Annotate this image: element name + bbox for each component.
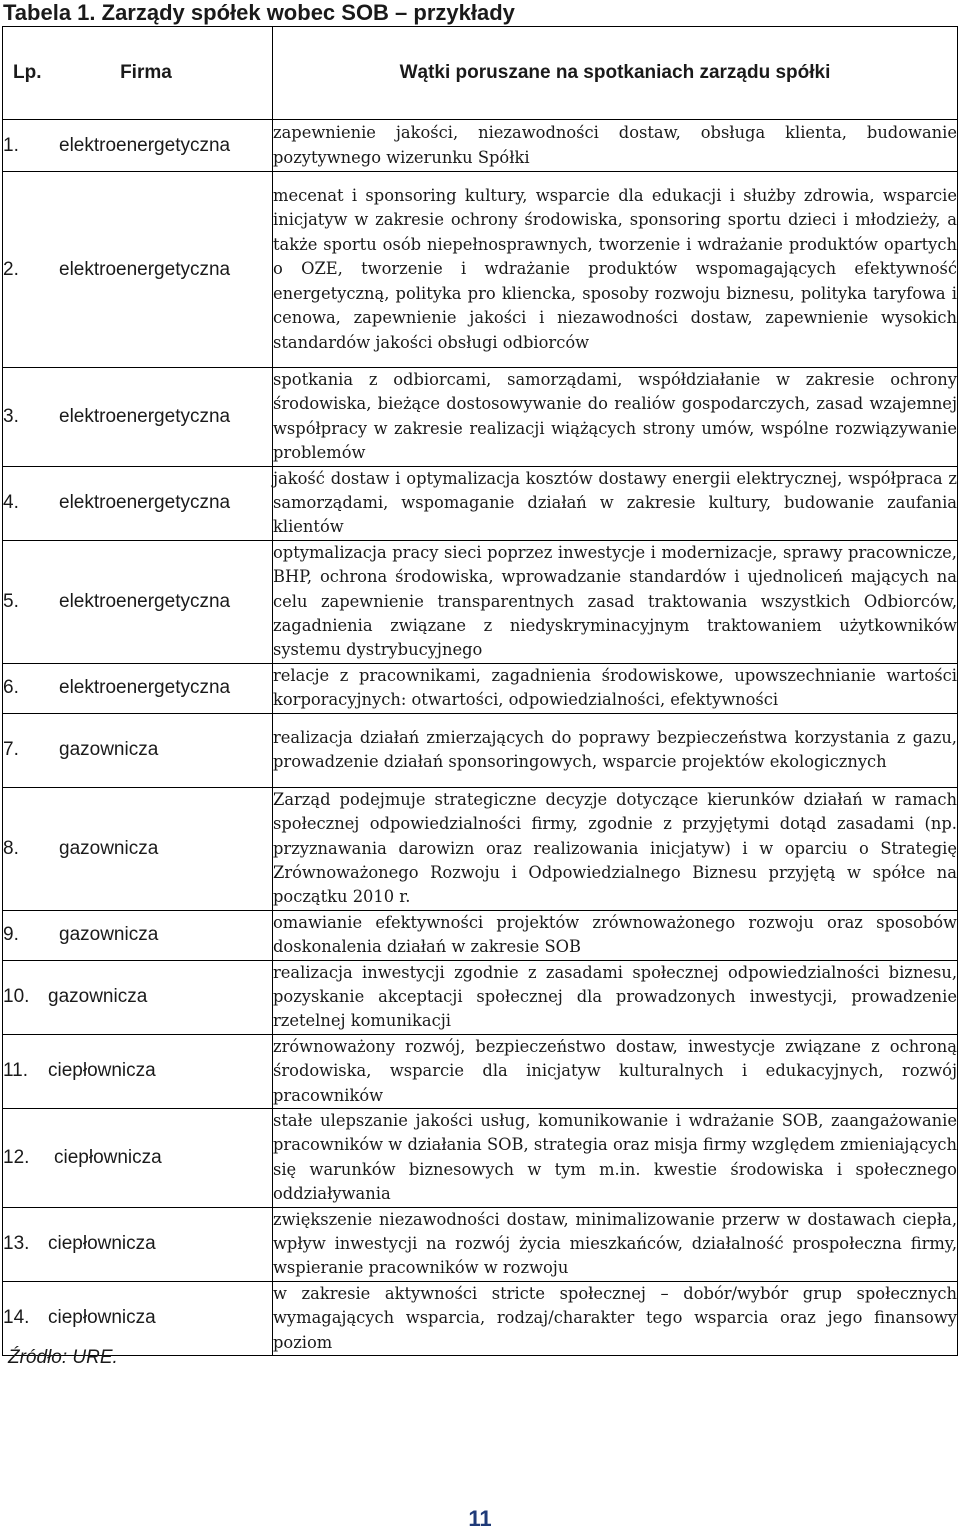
header-topics: Wątki poruszane na spotkaniach zarządu spółki (273, 27, 958, 120)
firm-type: ciepłownicza (48, 1307, 156, 1329)
row-number: 1. (3, 134, 19, 156)
header-firm: Firma (120, 62, 172, 83)
firm-cell (3, 120, 273, 172)
table-row (3, 1108, 958, 1207)
firm-cell (3, 787, 273, 910)
row-number: 11. (3, 1060, 29, 1082)
topics-cell: relacje z pracownikami, zagadnienia środowiskowe, upowszechnianie wartości korporacyjnych: otwartości, odpowiedzialności, efektywności (273, 663, 958, 713)
firm-cell (3, 1108, 273, 1207)
topics-cell: zwiększenie niezawodności dostaw, minimalizowanie przerw w dostawach ciepła, wpływ inwestycji na rozwój życia mieszkańców, działalność prospołeczna firmy, wspieranie pracowników w rozwoju (273, 1207, 958, 1281)
row-number: 9. (3, 924, 19, 946)
firm-cell (3, 713, 273, 787)
firm-type: elektroenergetyczna (59, 258, 231, 280)
header-lp: Lp. (13, 62, 42, 83)
topics-cell: zapewnienie jakości, niezawodności dostaw, obsługa klienta, budowanie pozytywnego wizerunku Spółki (273, 120, 958, 172)
firm-type: gazownicza (48, 986, 148, 1008)
header-lp-firm (3, 27, 273, 120)
table-row (3, 1207, 958, 1281)
row-number: 8. (3, 837, 19, 859)
row-number: 4. (3, 492, 19, 514)
topics-cell: spotkania z odbiorcami, samorządami, współdziałanie w zakresie ochrony środowiska, bieżące dostosowywanie do realiów gospodarczych, zasad wzajemnej współpracy w zakresie realizacji wiążących strony umów, wspólne rozwiązywanie problemów (273, 368, 958, 467)
table-row (3, 120, 958, 172)
firm-cell (3, 172, 273, 368)
firm-type: ciepłownicza (48, 1060, 156, 1082)
firm-type: elektroenergetyczna (59, 405, 231, 427)
firm-type: gazownicza (59, 739, 159, 761)
topics-cell: omawianie efektywności projektów zrównoważonego rozwoju oraz sposobów doskonalenia działań w zakresie SOB (273, 910, 958, 960)
firm-cell (3, 910, 273, 960)
topics-cell: optymalizacja pracy sieci poprzez inwestycje i modernizacje, sprawy pracownicze, BHP, ochrona środowiska, wprowadzanie standardów i ujednoliceń mających na celu zapewnienie transparentnych zasad traktowania wszystkich Odbiorców, zagadnienia związane z niedyskryminacyjnym traktowaniem użytkowników systemu dystrybucyjnego (273, 540, 958, 663)
topics-cell: stałe ulepszanie jakości usług, komunikowanie i wdrażanie SOB, zaangażowanie pracowników w działania SOB, strategia oraz misja firmy względem zmieniających się warunków biznesowych w tym m.in. kwestie środowiska i społecznego oddziaływania (273, 1108, 958, 1207)
table-row (3, 663, 958, 713)
firm-type: ciepłownicza (54, 1146, 162, 1168)
source-note: Źródło: URE. (8, 1347, 118, 1368)
firm-cell (3, 368, 273, 467)
firm-cell (3, 663, 273, 713)
table-row (3, 368, 958, 467)
row-number: 10. (3, 986, 30, 1008)
row-number: 7. (3, 739, 19, 761)
sob-table (2, 26, 958, 1356)
firm-cell (3, 1207, 273, 1281)
row-number: 12. (3, 1146, 30, 1168)
firm-cell (3, 960, 273, 1034)
table-row (3, 787, 958, 910)
table-row (3, 540, 958, 663)
firm-cell (3, 466, 273, 540)
table-row (3, 172, 958, 368)
table-header-row (3, 27, 958, 120)
row-number: 2. (3, 258, 19, 280)
table-row (3, 466, 958, 540)
topics-cell: Zarząd podejmuje strategiczne decyzje dotyczące kierunków działań w ramach społecznej odpowiedzialności firmy, zgodnie z przyjętymi dotąd zasadami (np. przyznawania darowizn oraz realizowania inicjatyw) i w oparciu o Strategię Zrównoważonego Rozwoju i Odpowiedzialnego Biznesu przyjętą w spółce na początku 2010 r. (273, 787, 958, 910)
firm-type: gazownicza (59, 924, 159, 946)
row-number: 3. (3, 405, 19, 427)
firm-type: elektroenergetyczna (59, 677, 231, 699)
topics-cell: realizacja działań zmierzających do poprawy bezpieczeństwa korzystania z gazu, prowadzenie działań sponsoringowych, wsparcie projektów ekologicznych (273, 713, 958, 787)
row-number: 13. (3, 1233, 30, 1255)
table-caption: Tabela 1. Zarządy spółek wobec SOB – przykłady (3, 0, 515, 25)
firm-type: gazownicza (59, 837, 159, 859)
topics-cell: w zakresie aktywności stricte społecznej – dobór/wybór grup społecznych wymagających wsparcia, rodzaj/charakter tego wsparcia oraz jego finansowy poziom (273, 1281, 958, 1355)
firm-cell (3, 1281, 273, 1355)
page-number: 11 (468, 1506, 492, 1531)
table-row (3, 1281, 958, 1355)
table-row (3, 910, 958, 960)
topics-cell: zrównoważony rozwój, bezpieczeństwo dostaw, inwestycje związane z ochroną środowiska, wsparcie dla inicjatyw kulturalnych i edukacyjnych, rozwój pracowników (273, 1034, 958, 1108)
firm-type: elektroenergetyczna (59, 134, 231, 156)
table-row (3, 713, 958, 787)
firm-type: elektroenergetyczna (59, 590, 231, 612)
topics-cell: mecenat i sponsoring kultury, wsparcie dla edukacji i służby zdrowia, wsparcie inicjatyw w zakresie ochrony środowiska, sponsoring sportu dzieci i młodzieży, a także sportu osób niepełnosprawnych, tworzenie i wdrażanie produktów opartych o OZE, tworzenie i wdrażanie produktów wspomagających efektywność energetyczną, polityka pro kliencka, sposoby rozwoju biznesu, polityka taryfowa i cenowa, zapewnienie jakości i niezawodności dostaw, zapewnienie wysokich standardów jakości obsługi odbiorców (273, 172, 958, 368)
firm-type: ciepłownicza (48, 1233, 156, 1255)
firm-cell (3, 540, 273, 663)
firm-type: elektroenergetyczna (59, 492, 231, 514)
table-row (3, 1034, 958, 1108)
row-number: 6. (3, 677, 19, 699)
table-row (3, 960, 958, 1034)
row-number: 5. (3, 590, 19, 612)
topics-cell: realizacja inwestycji zgodnie z zasadami społecznej odpowiedzialności biznesu, pozyskanie akceptacji społecznej dla prowadzonych inwestycji, prowadzenie rzetelnej komunikacji (273, 960, 958, 1034)
row-number: 14. (3, 1307, 30, 1329)
firm-cell (3, 1034, 273, 1108)
topics-cell: jakość dostaw i optymalizacja kosztów dostawy energii elektrycznej, współpraca z samorządami, wspomaganie działań w zakresie kultury, budowanie zaufania klientów (273, 466, 958, 540)
